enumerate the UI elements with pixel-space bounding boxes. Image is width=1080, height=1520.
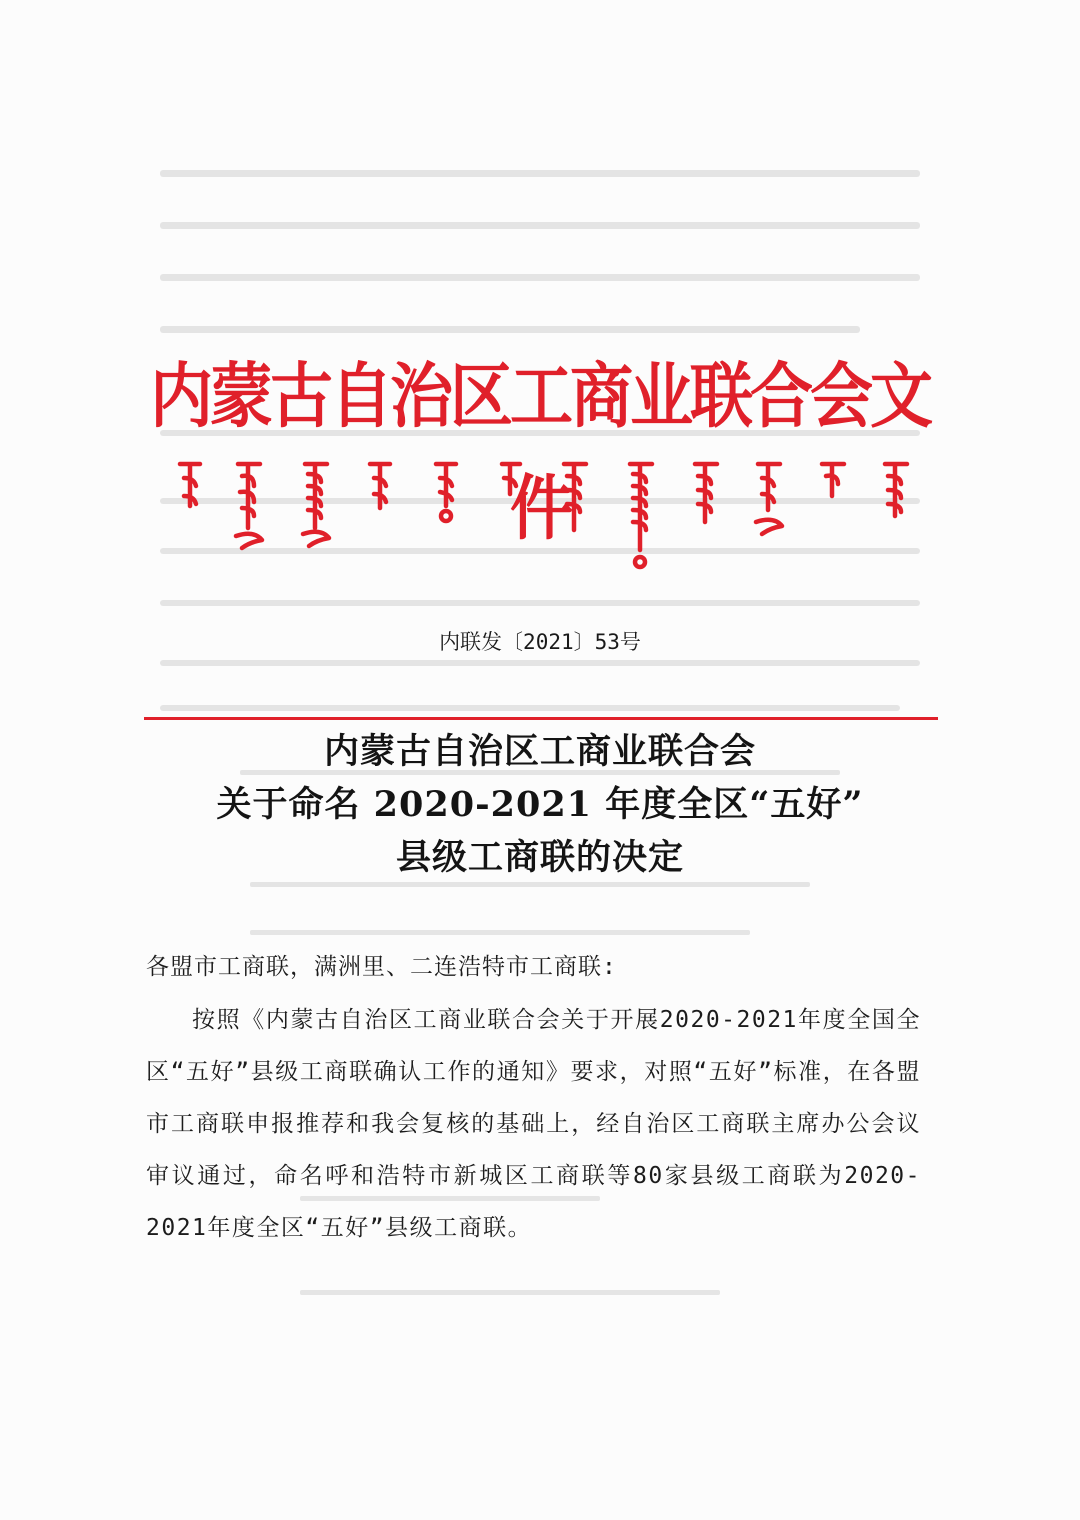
masthead-title: 内蒙古自治区工商业联合会文件 <box>150 354 930 550</box>
body-paragraph: 按照《内蒙古自治区工商业联合会关于开展2020-2021年度全国全区“五好”县级工商联确认工作的通知》要求，对照“五好”标准，在各盟市工商联申报推荐和我会复核的基础上，经自治区工商联主席办公会议审议通过，命名呼和浩特市新城区工商联等80家县级工商联为2020-2021年度全区“五好”县级工商联。 <box>146 1007 921 1241</box>
title-line-3: 县级工商联的决定 <box>395 837 684 878</box>
title-line-1: 内蒙古自治区工商业联合会 <box>323 731 756 772</box>
salutation: 各盟市工商联，满洲里、二连浩特市工商联: <box>146 954 617 980</box>
red-divider-line <box>144 717 938 720</box>
document-body <box>146 946 921 1254</box>
document-number: 内联发〔2021〕53号 <box>439 630 641 654</box>
title-line-2: 关于命名 2020-2021 年度全区“五好” <box>216 784 864 825</box>
mongolian-script-title <box>0 448 1080 578</box>
document-title <box>0 725 1080 884</box>
